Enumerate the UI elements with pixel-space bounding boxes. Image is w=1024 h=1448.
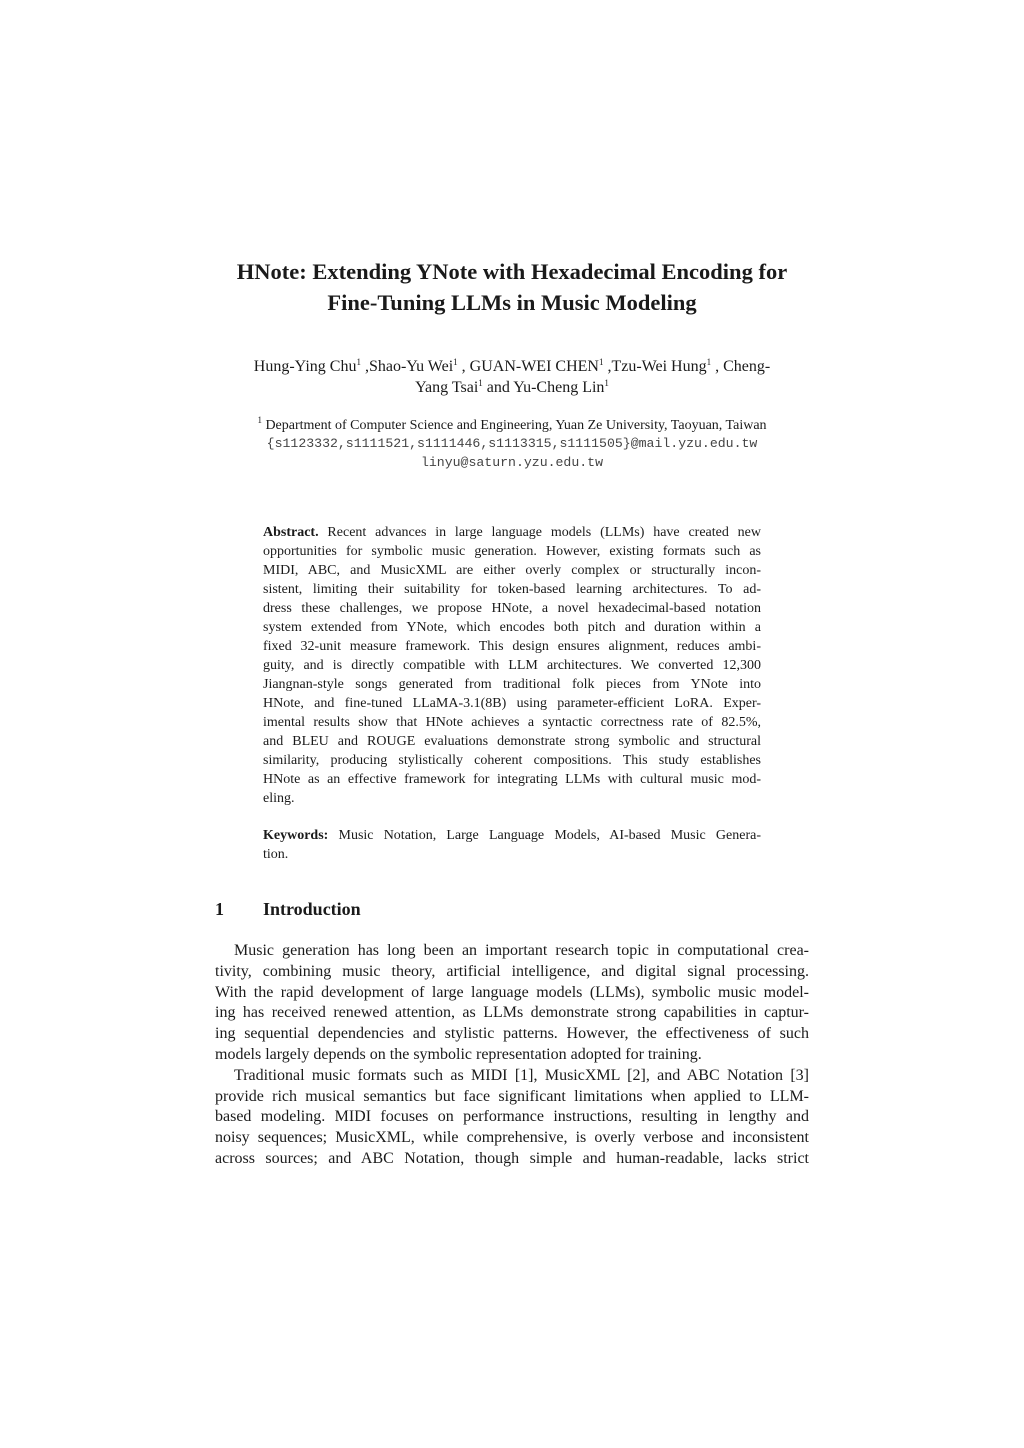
author-name: Hung-Ying Chu xyxy=(253,358,357,375)
abstract-line: MIDI, ABC, and MusicXML are either overly complex or structurally incon- xyxy=(263,563,761,578)
title-line-1: HNote: Extending YNote with Hexadecimal Encoding for xyxy=(236,259,788,284)
keywords-line: Keywords: Music Notation, Large Language Models, AI-based Music Genera- xyxy=(263,828,761,843)
affiliation-marker: 1 xyxy=(453,357,458,367)
abstract-line: Jiangnan-style songs generated from traditional folk pieces from YNote into xyxy=(263,677,761,692)
keywords xyxy=(263,826,761,864)
abstract-line: fixed 32-unit measure framework. This design ensures alignment, reduces ambi- xyxy=(263,639,761,654)
affiliation-text: Department of Computer Science and Engineering, Yuan Ze University, Taoyuan, Taiwan xyxy=(261,418,767,433)
author-line-2 xyxy=(215,377,809,398)
abstract-label: Abstract. xyxy=(263,525,319,540)
abstract-line: opportunities for symbolic music generation. However, existing formats such as xyxy=(263,544,761,559)
author-line-1 xyxy=(215,356,809,377)
abstract-line: sistent, limiting their suitability for token-based learning architectures. To ad- xyxy=(263,582,761,597)
keywords-line: tion. xyxy=(263,847,289,862)
abstract-line: HNote as an effective framework for integrating LLMs with cultural music mod- xyxy=(263,772,761,787)
affiliation-marker: 1 xyxy=(604,378,609,388)
abstract-line: eling. xyxy=(263,791,295,806)
author-name: ,Tzu-Wei Hung xyxy=(603,358,707,375)
body-line: Traditional music formats such as MIDI [1], MusicXML [2], and ABC Notation [3] xyxy=(234,1066,809,1084)
body-line: across sources; and ABC Notation, though simple and human-readable, lacks strict xyxy=(215,1149,809,1167)
author-name: ,Shao-Yu Wei xyxy=(360,358,454,375)
body-text xyxy=(215,941,809,1170)
author-name: , GUAN-WEI CHEN xyxy=(457,358,599,375)
affiliation-marker: 1 xyxy=(257,415,262,425)
keywords-label: Keywords: xyxy=(263,828,329,843)
email-secondary: linyu@saturn.yzu.edu.tw xyxy=(420,455,604,470)
body-line: noisy sequences; MusicXML, while comprehensive, is overly verbose and inconsistent xyxy=(215,1129,809,1147)
author-name: Yang Tsai xyxy=(415,379,479,396)
author-name: and Yu-Cheng Lin xyxy=(482,379,605,396)
body-line: ing sequential dependencies and stylistic patterns. However, the effectiveness of such xyxy=(215,1025,809,1043)
author-list xyxy=(215,356,809,398)
abstract-line: HNote, and fine-tuned LLaMA-3.1(8B) using parameter-efficient LoRA. Exper- xyxy=(263,696,761,711)
affiliation-marker: 1 xyxy=(706,357,712,367)
section-title: Introduction xyxy=(263,899,361,919)
abstract-line: system extended from YNote, which encodes both pitch and duration within a xyxy=(263,620,761,635)
paper-title xyxy=(170,256,854,318)
abstract-line: similarity, producing stylistically coherent compositions. This study establishes xyxy=(263,753,761,768)
affiliation xyxy=(200,416,824,435)
abstract xyxy=(263,523,761,808)
abstract-line: dress these challenges, we propose HNote, a novel hexadecimal-based notation xyxy=(263,601,761,616)
abstract-line: imental results show that HNote achieves a syntactic correctness rate of 82.5%, xyxy=(263,715,761,730)
email-list: {s1123332,s1111521,s1111446,s1113315,s1111505}@mail.yzu.edu.tw xyxy=(266,436,758,451)
body-line: based modeling. MIDI focuses on performance instructions, resulting in lengthy and xyxy=(215,1108,809,1126)
affiliation-marker: 1 xyxy=(598,357,604,367)
section-number: 1 xyxy=(215,899,224,919)
body-line: tivity, combining music theory, artificial intelligence, and digital signal processing. xyxy=(215,962,809,980)
body-line: provide rich musical semantics but face significant limitations when applied to LLM- xyxy=(215,1087,809,1105)
title-line-2: Fine-Tuning LLMs in Music Modeling xyxy=(327,290,697,315)
body-line: ing has received renewed attention, as LLMs demonstrate strong capabilities in captur- xyxy=(215,1004,809,1022)
abstract-line: Abstract. Recent advances in large language models (LLMs) have created new xyxy=(263,525,761,540)
body-line: Music generation has long been an important research topic in computational crea- xyxy=(234,942,809,959)
section-heading-introduction xyxy=(215,897,809,921)
body-line: With the rapid development of large language models (LLMs), symbolic music model- xyxy=(215,983,809,1001)
author-name: , Cheng- xyxy=(711,358,771,375)
abstract-line: guity, and is directly compatible with LLM architectures. We converted 12,300 xyxy=(263,658,761,673)
abstract-line: and BLEU and ROUGE evaluations demonstrate strong symbolic and structural xyxy=(263,734,761,749)
affiliation-marker: 1 xyxy=(356,357,361,367)
body-line: models largely depends on the symbolic representation adopted for training. xyxy=(215,1045,702,1063)
affiliation-marker: 1 xyxy=(478,378,483,388)
